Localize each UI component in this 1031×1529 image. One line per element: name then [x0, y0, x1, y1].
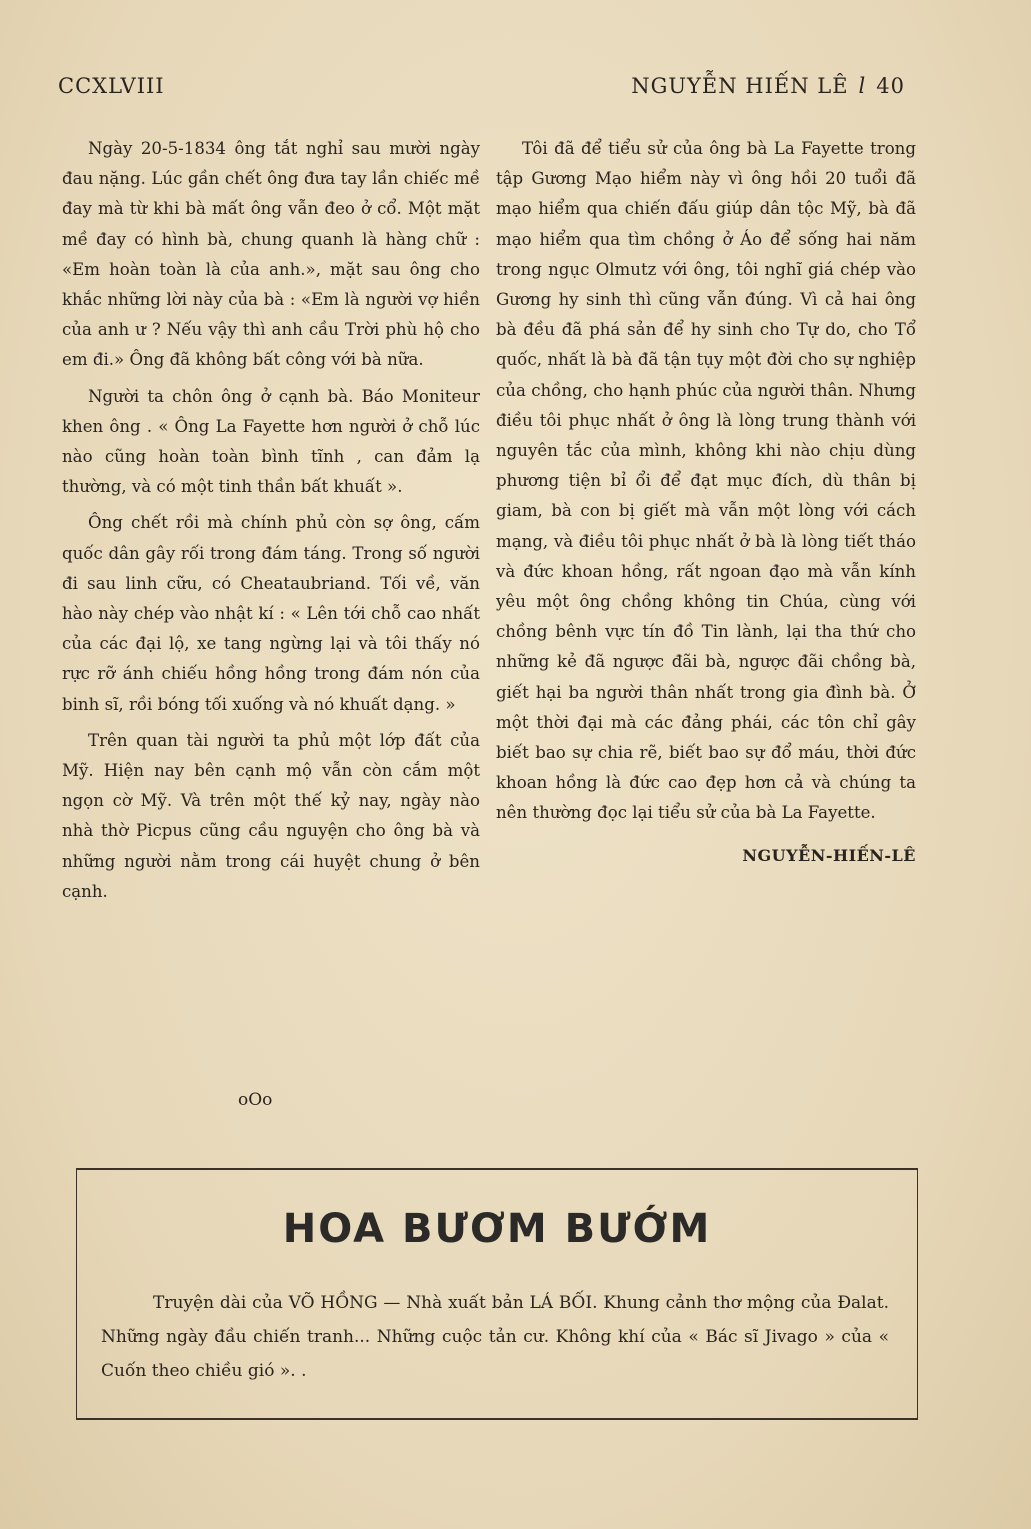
paragraph: Ngày 20-5-1834 ông tắt nghỉ sau mười ngày đau nặng. Lúc gần chết ông đưa tay lần chiếc mề đay mà từ khi bà mất ông vẫn đeo ở cổ. Một mặt mề đay có hình bà, chung quanh là hàng chữ : «Em hoàn toàn là của anh.», mặt sau ông cho khắc những lời này của bà : «Em là người vợ hiền của anh ư ? Nếu vậy thì anh cầu Trời phù hộ cho em đi.» Ông đã không bất công với bà nữa.	[62, 139, 480, 370]
right-column	[496, 134, 916, 871]
author-name: NGUYỄN HIẾN LÊ	[631, 74, 849, 98]
paragraph: Tôi đã để tiểu sử của ông bà La Fayette trong tập Gương Mạo hiểm này vì ông hồi 20 tuổi đã mạo hiểm qua chiến đấu giúp dân tộc Mỹ, bà đã mạo hiểm qua tìm chồng ở Áo để sống hai năm trong ngục Olmutz với ông, tôi nghĩ giá chép vào Gương hy sinh thì cũng vẫn đúng. Vì cả hai ông bà đều đã phá sản để hy sinh cho Tự do, cho Tổ quốc, nhất là bà đã tận tụy một đời cho sự nghiệp của chồng, cho hạnh phúc của người thân. Nhưng điều tôi phục nhất ở ông là lòng trung thành với nguyên tắc của mình, không khi nào chịu dùng phương tiện bỉ ổi để đạt mục đích, dù thân bị giam, bà con bị giết mà vẫn một lòng với cách mạng, và điều tôi phục nhất ở bà là lòng tiết tháo và đức khoan hồng, rất ngoan đạo mà vẫn kính yêu một ông chồng không tin Chúa, cùng với chồng bênh vực tín đồ Tin lành, lại tha thứ cho những kẻ đã ngược đãi bà, ngược đãi chồng bà, giết hại ba người thân nhất trong gia đình bà. Ở một thời đại mà các đảng phái, các tôn chỉ gây biết bao sự chia rẽ, biết bao sự đổ máu, thời đức khoan hồng là đức cao đẹp hơn cả và chúng ta nên thường đọc lại tiểu sử của bà La Fayette.	[496, 139, 916, 823]
section-separator: oOo	[238, 1090, 273, 1110]
left-column	[62, 134, 480, 913]
header-separator: l	[858, 74, 867, 98]
running-head	[631, 74, 905, 98]
page-number: 40	[876, 74, 905, 98]
paragraph: Ông chết rồi mà chính phủ còn sợ ông, cấm quốc dân gây rối trong đám táng. Trong số người đi sau linh cữu, có Cheataubriand. Tối về, văn hào này chép vào nhật kí : « Lên tới chỗ cao nhất của các đại lộ, xe tang ngừng lại và tôi thấy nó rực rỡ ánh chiếu hồng hồng trong đám nón của binh sĩ, rồi bóng tối xuống và nó khuất dạng. »	[62, 513, 480, 714]
section-number: CCXLVIII	[58, 74, 165, 98]
book-advertisement	[76, 1168, 918, 1420]
ad-description: Truyện dài của VÕ HỒNG — Nhà xuất bản LÁ BỐI. Khung cảnh thơ mộng của Đalat. Những ngày đầu chiến tranh... Những cuộc tản cư. Không khí của « Bác sĩ Jivago » của « Cuốn theo chiều gió ». .	[101, 1293, 889, 1381]
paragraph: Người ta chôn ông ở cạnh bà. Báo Moniteur khen ông . « Ông La Fayette hơn người ở chỗ lúc nào cũng hoàn toàn bình tĩnh , can đảm lạ thường, và có một tinh thần bất khuất ».	[62, 386, 480, 497]
page-header	[58, 74, 905, 104]
author-signature: NGUYỄN-HIẾN-LÊ	[742, 845, 916, 865]
ad-title: HOA BƯƠM BƯỚM	[282, 1206, 712, 1252]
paragraph: Trên quan tài người ta phủ một lớp đất của Mỹ. Hiện nay bên cạnh mộ vẫn còn cắm một ngọn cờ Mỹ. Và trên một thế kỷ nay, ngày nào nhà thờ Picpus cũng cầu nguyện cho ông bà và những người nằm trong cái huyệt chung ở bên cạnh.	[62, 730, 480, 901]
